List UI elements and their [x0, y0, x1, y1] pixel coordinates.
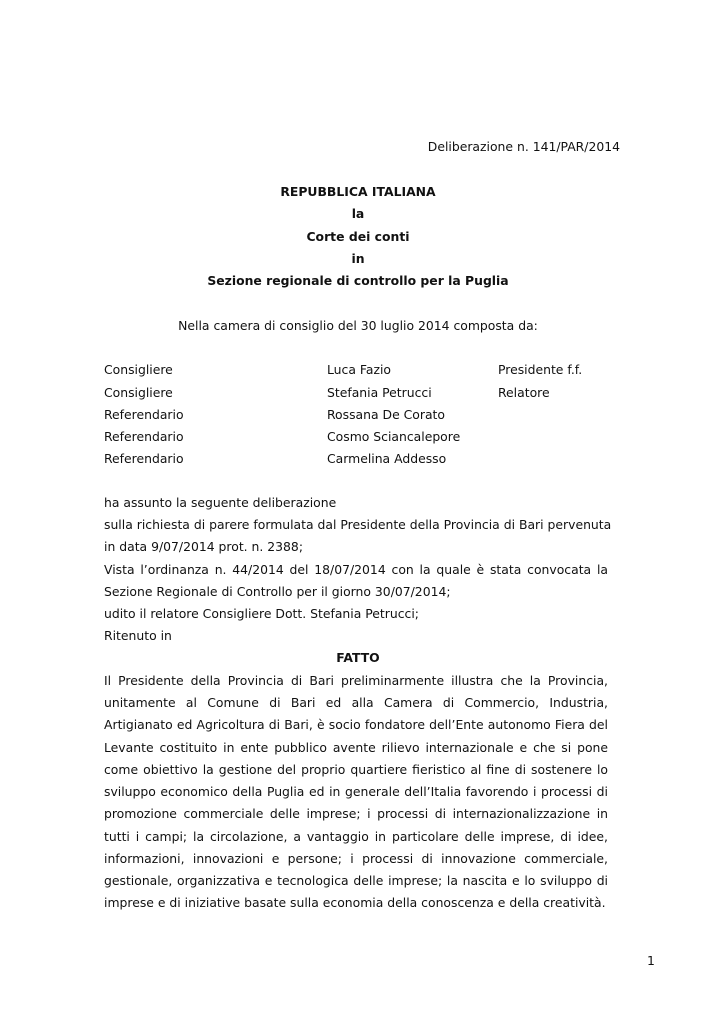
member-role: Referendario	[104, 429, 184, 444]
member-name: Luca Fazio	[327, 362, 391, 377]
preamble-line: in data 9/07/2014 prot. n. 2388;	[104, 539, 303, 554]
title-corte: Corte dei conti	[306, 229, 410, 244]
member-role: Consigliere	[104, 385, 173, 400]
page-number: 1	[647, 953, 655, 968]
member-name: Carmelina Addesso	[327, 451, 447, 466]
preamble-line: Ritenuto in	[104, 628, 172, 643]
member-role: Referendario	[104, 407, 184, 422]
member-name: Stefania Petrucci	[327, 385, 432, 400]
body-line: Artigianato ed Agricoltura di Bari, è socio fondatore dell’Ente autonomo Fiera del	[104, 717, 608, 732]
preamble-line: Vista l’ordinanza n. 44/2014 del 18/07/2014 con la quale è stata convocata la	[104, 562, 608, 577]
body-line: Levante costituito in ente pubblico avente rilievo internazionale e che si pone	[104, 740, 608, 755]
composition-intro: Nella camera di consiglio del 30 luglio 2014 composta da:	[178, 318, 538, 333]
member-role: Referendario	[104, 451, 184, 466]
body-line: tutti i campi; la circolazione, a vantaggio in particolare delle imprese, di idee,	[104, 829, 608, 844]
title-la: la	[351, 206, 365, 221]
title-sezione: Sezione regionale di controllo per la Puglia	[207, 273, 509, 288]
deliberation-number: Deliberazione n. 141/PAR/2014	[427, 139, 620, 154]
body-line: imprese e di iniziative basate sulla economia della conoscenza e della creatività.	[104, 895, 606, 910]
member-title: Relatore	[498, 385, 550, 400]
body-line: come obiettivo la gestione del proprio quartiere fieristico al fine di sostenere lo	[104, 762, 608, 777]
body-line: Il Presidente della Provincia di Bari preliminarmente illustra che la Provincia,	[104, 673, 608, 688]
title-repubblica: REPUBBLICA ITALIANA	[280, 184, 436, 199]
body-line: unitamente al Comune di Bari ed alla Camera di Commercio, Industria,	[104, 695, 608, 710]
preamble-line: Sezione Regionale di Controllo per il giorno 30/07/2014;	[104, 584, 451, 599]
preamble-line: udito il relatore Consigliere Dott. Stefania Petrucci;	[104, 606, 419, 621]
body-line: gestionale, organizzativa e tecnologica delle imprese; la nascita e lo sviluppo di	[104, 873, 608, 888]
body-line: informazioni, innovazioni e persone; i processi di innovazione commerciale,	[104, 851, 608, 866]
section-heading: FATTO	[336, 650, 380, 665]
body-line: promozione commerciale delle imprese; i processi di internazionalizzazione in	[104, 806, 608, 821]
body-line: sviluppo economico della Puglia ed in generale dell’Italia favorendo i processi di	[104, 784, 608, 799]
preamble-line: sulla richiesta di parere formulata dal Presidente della Provincia di Bari pervenuta	[104, 517, 612, 532]
member-role: Consigliere	[104, 362, 173, 377]
title-in: in	[351, 251, 365, 266]
preamble-line: ha assunto la seguente deliberazione	[104, 495, 337, 510]
member-title: Presidente f.f.	[498, 362, 583, 377]
member-name: Cosmo Sciancalepore	[327, 429, 461, 444]
member-name: Rossana De Corato	[327, 407, 445, 422]
